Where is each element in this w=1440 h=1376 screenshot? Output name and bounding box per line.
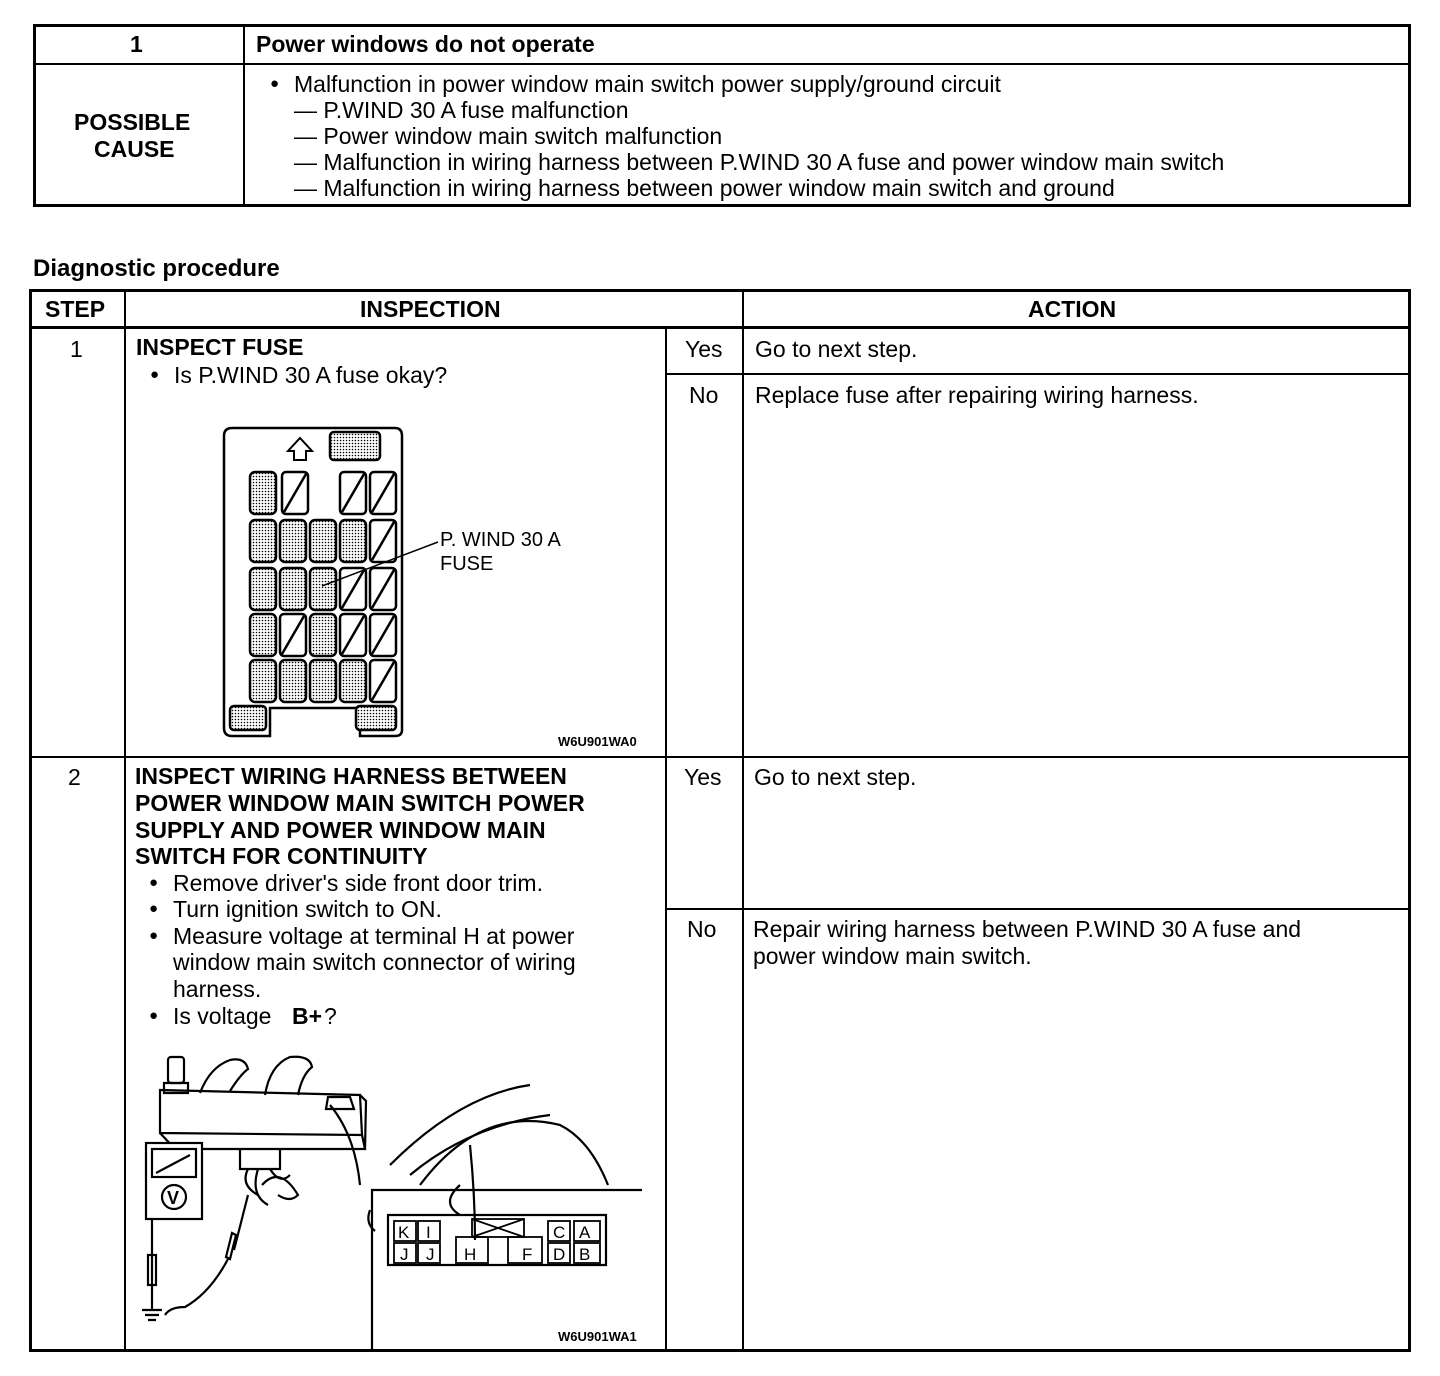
step2-title-3: SUPPLY AND POWER WINDOW MAIN: [135, 817, 546, 843]
terminal-i: I: [426, 1223, 431, 1242]
terminal-k: K: [398, 1223, 410, 1242]
fuse-label-1: P. WIND 30 A: [440, 529, 561, 551]
step1-no-action: Replace fuse after repairing wiring harness.: [755, 382, 1199, 408]
step2-bullet-1: ● Remove driver's side front door trim.: [173, 870, 543, 896]
terminal-b: B: [579, 1245, 591, 1264]
symptom-title: Power windows do not operate: [256, 31, 595, 57]
terminal-c: C: [553, 1223, 566, 1242]
cause-item-2: — Power window main switch malfunction: [294, 123, 723, 149]
step-row-divider: [29, 756, 1411, 758]
terminal-a: A: [579, 1223, 591, 1242]
header-action: ACTION: [1028, 296, 1117, 322]
step2-bullet-3-cont-2: harness.: [173, 976, 262, 1002]
step2-title-2: POWER WINDOW MAIN SWITCH POWER: [135, 790, 585, 816]
symptom-number: 1: [130, 31, 143, 57]
step1-yes-action: Go to next step.: [755, 336, 918, 362]
cause-item-4: — Malfunction in wiring harness between power window main switch and ground: [294, 175, 1115, 201]
header-step: STEP: [45, 296, 106, 322]
col-divider-step: [124, 289, 126, 1352]
step2-bullet-3: ● Measure voltage at terminal H at power: [173, 923, 574, 949]
step1-yes-label: Yes: [685, 336, 723, 362]
step1-no-label: No: [689, 382, 719, 408]
fuse-label-2: FUSE: [440, 553, 494, 575]
step1-number: 1: [70, 336, 83, 362]
figure-code-2: W6U901WA1: [558, 1329, 637, 1344]
step2-yes-no-divider: [665, 908, 1411, 910]
step2-voltage-value: B+: [292, 1003, 323, 1029]
terminal-d: D: [553, 1245, 566, 1264]
step2-no-label: No: [687, 916, 717, 942]
switch-measurement-diagram: [130, 1045, 662, 1350]
step2-title-1: INSPECT WIRING HARNESS BETWEEN: [135, 763, 567, 789]
header-divider: [29, 326, 1411, 329]
step2-number: 2: [68, 764, 81, 790]
step2-bullet-4: ● Is voltage: [173, 1003, 271, 1029]
step2-bullet-2: ● Turn ignition switch to ON.: [173, 896, 442, 922]
procedure-heading: Diagnostic procedure: [33, 255, 280, 282]
header-inspection: INSPECTION: [360, 296, 501, 322]
col-divider-action: [742, 289, 744, 1352]
step2-yes-action: Go to next step.: [754, 764, 917, 790]
cause-item-3: — Malfunction in wiring harness between P.WIND 30 A fuse and power window main switch: [294, 149, 1225, 175]
step2-title-4: SWITCH FOR CONTINUITY: [135, 843, 428, 869]
step2-bullet-3-cont-1: window main switch connector of wiring: [173, 949, 576, 975]
figure-code-1: W6U901WA0: [558, 734, 637, 749]
step2-no-action-1: Repair wiring harness between P.WIND 30 A fuse and: [753, 916, 1302, 942]
terminal-j1: J: [400, 1245, 409, 1264]
step1-bullet-1: ● Is P.WIND 30 A fuse okay?: [174, 362, 447, 388]
terminal-h: H: [464, 1245, 477, 1264]
step1-title: INSPECT FUSE: [136, 334, 304, 360]
col-divider-yesno: [665, 327, 667, 1352]
terminal-j2: J: [426, 1245, 435, 1264]
symptom-table-row-divider: [33, 63, 1411, 65]
terminal-f: F: [522, 1245, 533, 1264]
fuse-box-diagram: [210, 418, 650, 750]
possible-cause-label-2: CAUSE: [94, 136, 175, 162]
cause-main: ● Malfunction in power window main switch power supply/ground circuit: [294, 71, 1001, 97]
step2-yes-label: Yes: [684, 764, 722, 790]
step2-voltage-q: ?: [324, 1003, 337, 1029]
cause-item-1: — P.WIND 30 A fuse malfunction: [294, 97, 629, 123]
meter-symbol: V: [167, 1188, 180, 1208]
step2-no-action-2: power window main switch.: [753, 943, 1032, 969]
step1-yes-no-divider: [665, 373, 1411, 375]
symptom-table-col-divider: [243, 24, 245, 207]
possible-cause-label-1: POSSIBLE: [74, 109, 191, 135]
